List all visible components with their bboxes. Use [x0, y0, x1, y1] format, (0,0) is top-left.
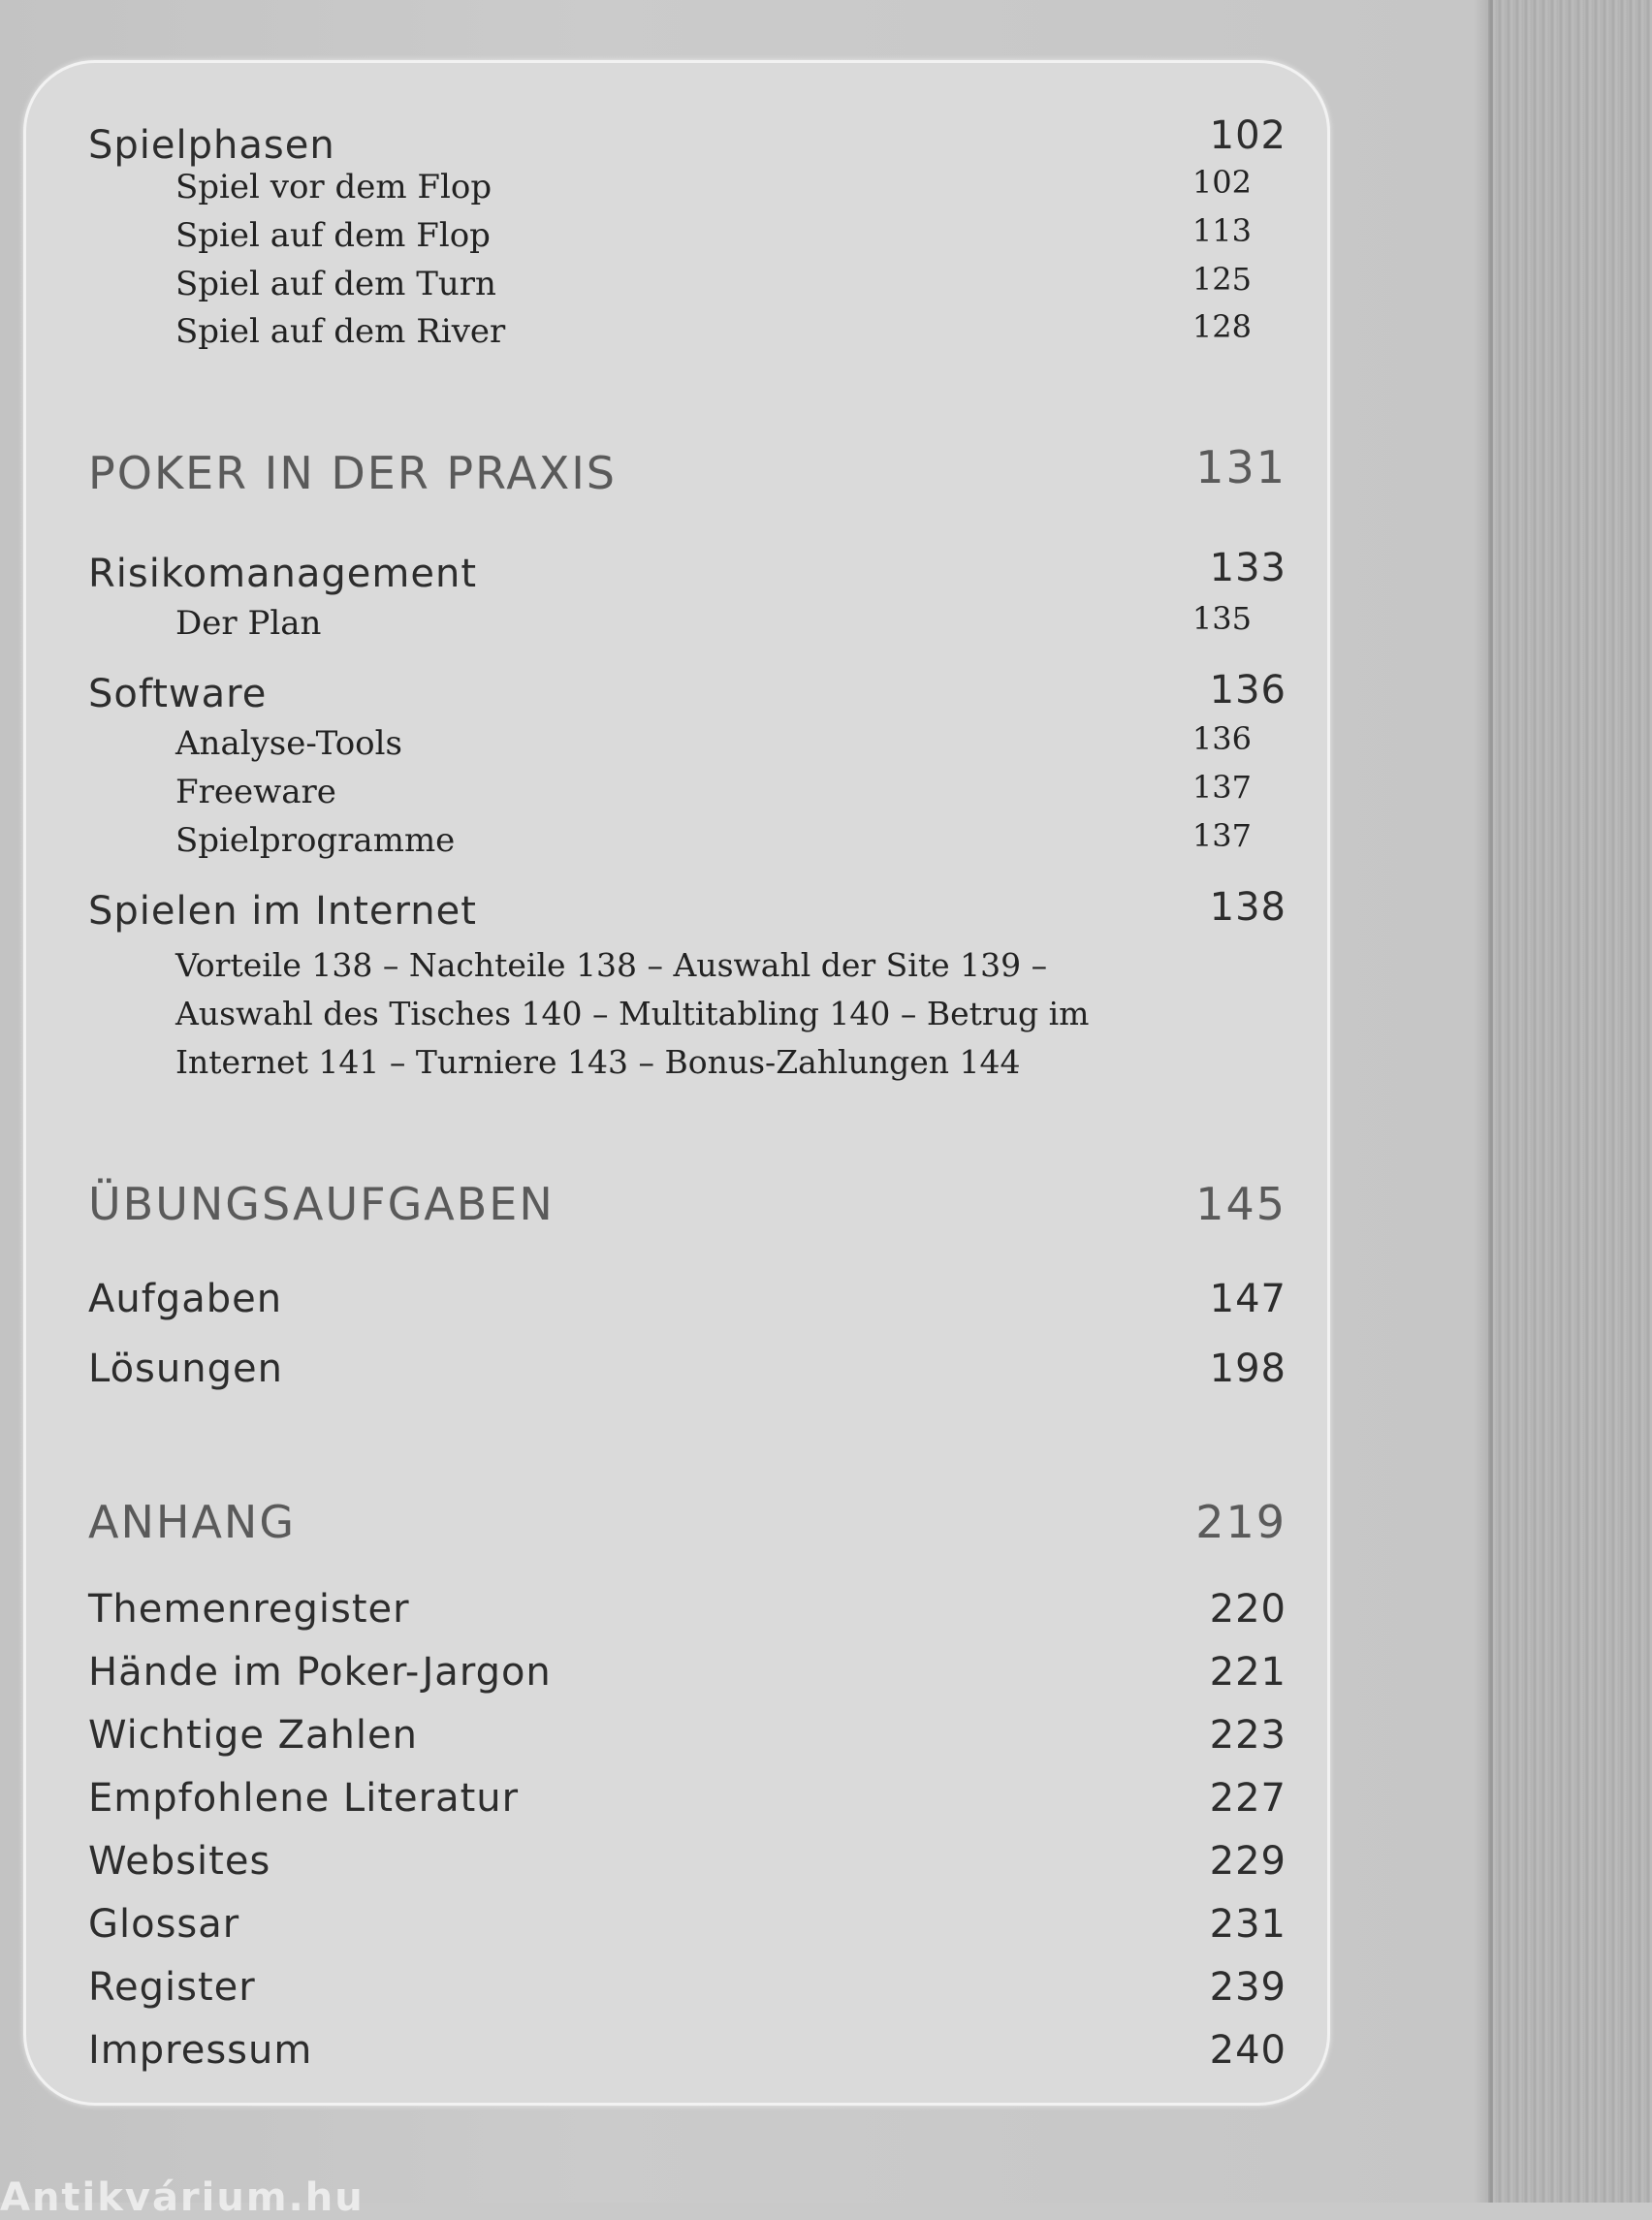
- toc-entry-loesungen: Lösungen 198: [88, 1347, 1287, 1391]
- toc-entry-label: Spielphasen: [88, 123, 335, 168]
- toc-entry-risikomanagement: Risikomanagement 133: [88, 546, 1287, 596]
- topic-line: Internet 141 – Turniere 143 – Bonus-Zahlungen 144: [175, 1043, 1021, 1081]
- toc-subentry: Der Plan 135: [175, 600, 1252, 643]
- toc-entry-themenregister: Themenregister 220: [88, 1587, 1287, 1632]
- section-page: 145: [1195, 1178, 1287, 1230]
- toc-internet-topics: [175, 941, 1252, 1087]
- section-title: POKER IN DER PRAXIS: [88, 447, 618, 499]
- toc-entry-haende: Hände im Poker-Jargon 221: [88, 1650, 1287, 1695]
- section-title: ANHANG: [88, 1496, 296, 1548]
- section-title: ÜBUNGSAUFGABEN: [88, 1178, 555, 1230]
- toc-subentry: Spiel auf dem Turn 125: [175, 261, 1252, 303]
- toc-section-praxis: [88, 441, 1287, 505]
- toc-entry-software: Software 136: [88, 668, 1287, 716]
- watermark-text: Antikvárium.hu: [0, 2175, 365, 2220]
- toc-content: [88, 63, 1287, 2099]
- toc-entry-websites: Websites 229: [88, 1839, 1287, 1884]
- toc-entry-spielphasen: [88, 113, 1287, 172]
- toc-entry-page: 102: [1209, 113, 1287, 158]
- adjacent-page-edge: [1488, 0, 1652, 2203]
- toc-subentry: Spielprogramme 137: [175, 817, 1252, 860]
- section-page: 131: [1195, 441, 1287, 493]
- toc-section-uebungsaufgaben: [88, 1178, 1287, 1236]
- toc-card: [23, 60, 1330, 2106]
- toc-section-anhang: [88, 1496, 1287, 1554]
- toc-entry-aufgaben: Aufgaben 147: [88, 1277, 1287, 1321]
- toc-entry-impressum: Impressum 240: [88, 2028, 1287, 2073]
- toc-subentry: Spiel auf dem Flop 113: [175, 212, 1252, 255]
- page-gutter-shadow: [1474, 0, 1493, 2203]
- toc-subentry: Spiel auf dem River 128: [175, 308, 1252, 351]
- section-page: 219: [1195, 1496, 1287, 1548]
- topic-line: Auswahl des Tisches 140 – Multitabling 140 – Betrug im: [175, 995, 1090, 1032]
- toc-subentry: Spiel vor dem Flop 102: [175, 164, 1252, 206]
- toc-subentry: Analyse-Tools 136: [175, 720, 1252, 763]
- toc-entry-register: Register 239: [88, 1965, 1287, 2010]
- toc-entry-glossar: Glossar 231: [88, 1902, 1287, 1947]
- toc-subentry: Freeware 137: [175, 769, 1252, 811]
- toc-entry-internet: Spielen im Internet 138: [88, 885, 1287, 934]
- toc-entry-zahlen: Wichtige Zahlen 223: [88, 1713, 1287, 1758]
- topic-line: Vorteile 138 – Nachteile 138 – Auswahl der Site 139 –: [175, 946, 1048, 984]
- toc-entry-literatur: Empfohlene Literatur 227: [88, 1776, 1287, 1821]
